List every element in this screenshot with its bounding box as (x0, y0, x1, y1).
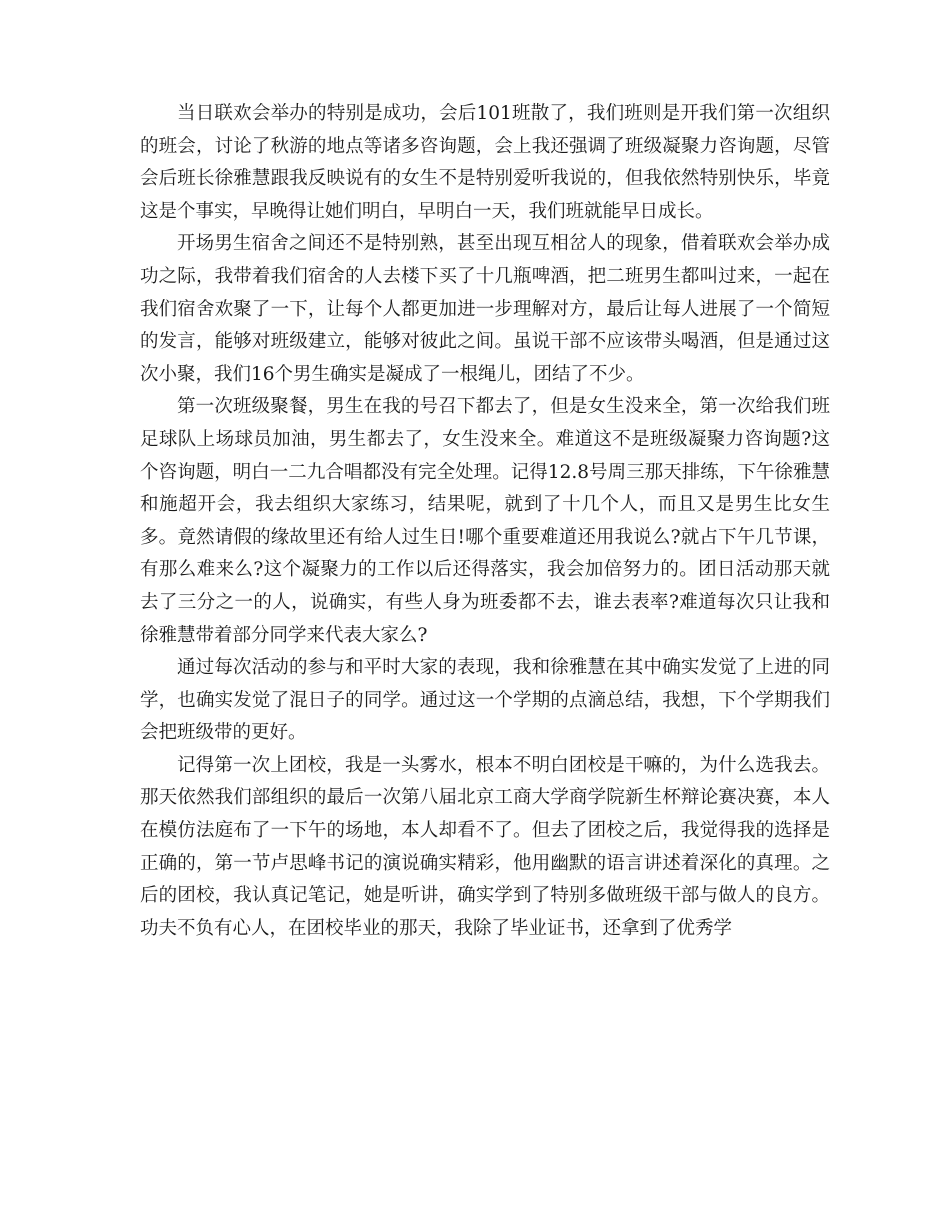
paragraph-1: 当日联欢会举办的特别是成功，会后101班散了，我们班则是开我们第一次组织的班会，讨论了秋游的地点等诸多咨询题，会上我还强调了班级凝聚力咨询题，尽管会后班长徐雅慧跟我反映说有的女生不是特别爱听我说的，但我依然特别快乐，毕竟这是个事实，早晚得让她们明白，早明白一天，我们班就能早日成长。 (140, 103, 830, 222)
paragraph-3: 第一次班级聚餐，男生在我的号召下都去了，但是女生没来全，第一次给我们班足球队上场球员加油，男生都去了，女生没来全。难道这不是班级凝聚力咨询题?这个咨询题，明白一二九合唱都没有完全处理。记得12.8号周三那天排练，下午徐雅慧和施超开会，我去组织大家练习，结果呢，就到了十几个人，而且又是男生比女生多。竟然请假的缘故里还有给人过生日!哪个重要难道还用我说么?就占下午几节课，有那么难来么?这个凝聚力的工作以后还得落实，我会加倍努力的。团日活动那天就去了三分之一的人，说确实，有些人身为班委都不去，谁去表率?难道每次只让我和徐雅慧带着部分同学来代表大家么? (140, 396, 830, 646)
document-body (140, 98, 830, 945)
paragraph-5: 记得第一次上团校，我是一头雾水，根本不明白团校是干嘛的，为什么选我去。那天依然我们部组织的最后一次第八届北京工商大学商学院新生杯辩论赛决赛，本人在模仿法庭布了一下午的场地，本人却看不了。但去了团校之后，我觉得我的选择是正确的，第一节卢思峰书记的演说确实精彩，他用幽默的语言讲述着深化的真理。之后的团校，我认真记笔记，她是听讲，确实学到了特别多做班级干部与做人的良方。功夫不负有心人，在团校毕业的那天，我除了毕业证书，还拿到了优秀学 (140, 754, 830, 939)
paragraph-2: 开场男生宿舍之间还不是特别熟，甚至出现互相岔人的现象，借着联欢会举办成功之际，我带着我们宿舍的人去楼下买了十几瓶啤酒，把二班男生都叫过来，一起在我们宿舍欢聚了一下，让每个人都更加进一步理解对方，最后让每人进展了一个简短的发言，能够对班级建立，能够对彼此之间。虽说干部不应该带头喝酒，但是通过这次小聚，我们16个男生确实是凝成了一根绳儿，团结了不少。 (140, 233, 830, 385)
paragraph-4: 通过每次活动的参与和平时大家的表现，我和徐雅慧在其中确实发觉了上进的同学，也确实发觉了混日子的同学。通过这一个学期的点滴总结，我想，下个学期我们会把班级带的更好。 (140, 657, 830, 744)
